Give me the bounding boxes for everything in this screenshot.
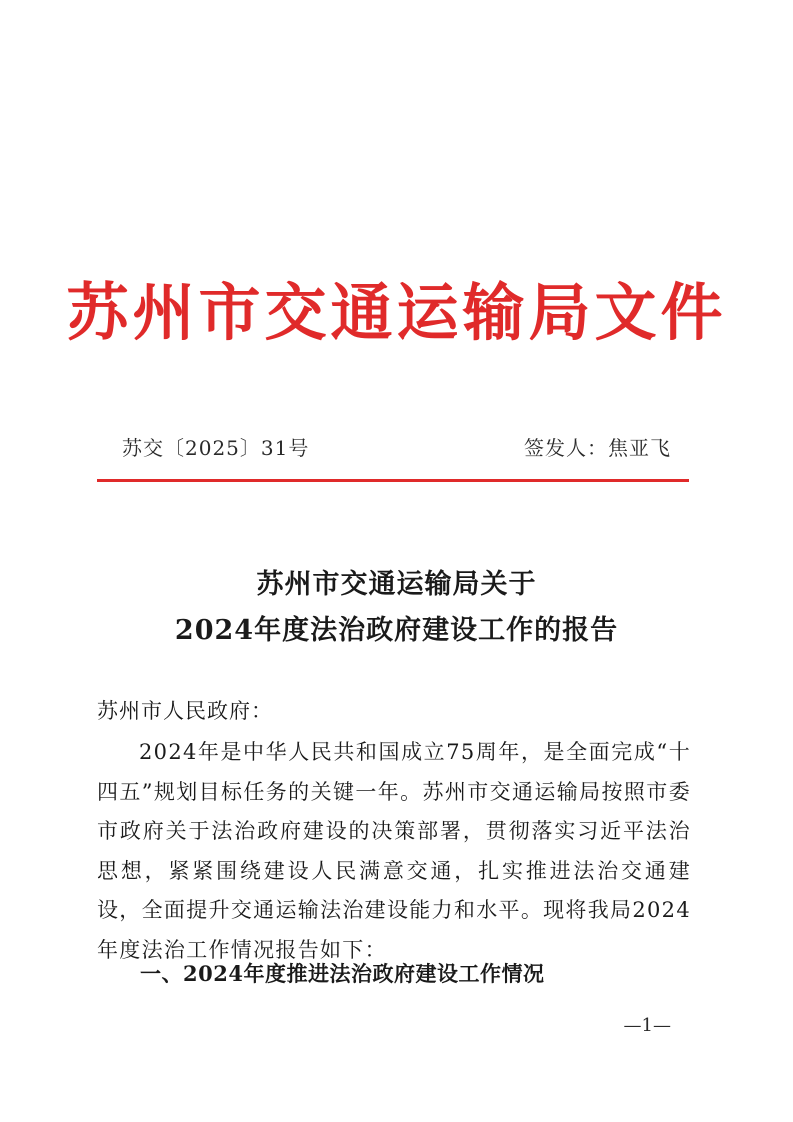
report-title-line-1: 苏州市交通运输局关于 [256,569,537,600]
agency-banner: 苏州市交通运输局文件 [66,276,727,349]
report-title-line-2: 2024年度法治政府建设工作的报告 [174,615,619,646]
red-divider [97,479,689,482]
signer: 签发人：焦亚飞 [524,436,671,460]
page-number: —1— [623,1015,671,1036]
document-meta-row [122,432,671,464]
document-number: 苏交〔2025〕31号 [122,436,310,460]
section-heading: 一、2024年度推进法治政府建设工作情况 [140,961,545,986]
body-paragraph: 2024年是中华人民共和国成立75周年，是全面完成“十四五”规划目标任务的关键一年。苏州市交通运输局按照市委市政府关于法治政府建设的决策部署，贯彻落实习近平法治思想，紧紧围绕建设人民满意交通，扎实推进法治交通建设，全面提升交通运输法治建设能力和水平。现将我局2024年度法治工作情况报告如下： [97,740,691,962]
salutation: 苏州市人民政府： [97,699,273,723]
